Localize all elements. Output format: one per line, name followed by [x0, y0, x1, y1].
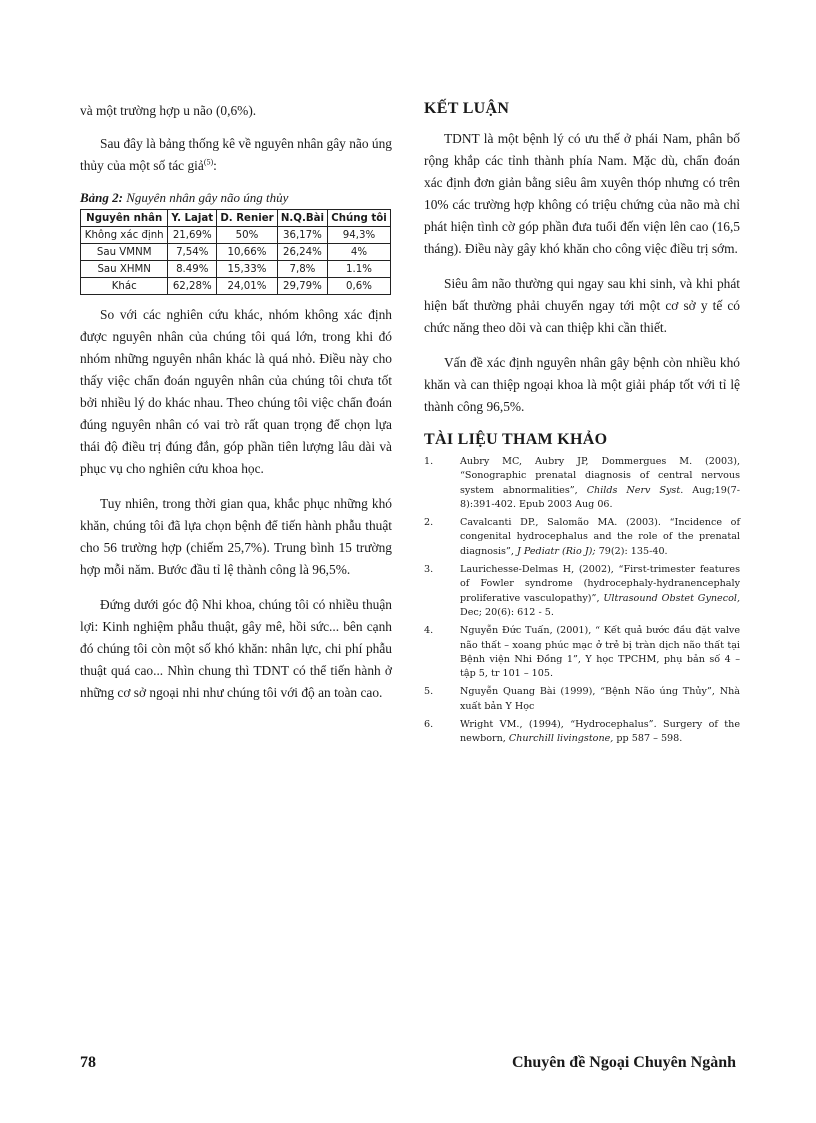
table-cell: 7,8%	[277, 261, 327, 278]
column-header: Y. Lajat	[168, 210, 217, 227]
left-column	[80, 100, 392, 717]
reference-text: Aubry MC, Aubry JP, Dommergues M. (2003), “Sonographic prenatal diagnosis of central nervous system abnormalities”,	[460, 456, 740, 496]
reference-item	[424, 718, 740, 747]
references-heading: TÀI LIỆU THAM KHẢO	[424, 431, 608, 448]
reference-journal: Childs Nerv Syst.	[586, 484, 684, 496]
table-cell: Không xác định	[81, 227, 168, 244]
table-cell: 94,3%	[327, 227, 390, 244]
reference-number: 5.	[424, 686, 434, 698]
table-row	[81, 227, 391, 244]
paragraph: Siêu âm não thường qui ngay sau khi sinh, và khi phát hiện bất thường phải chuyển ngay tới một cơ sở y tế có chức năng theo dõi và can thiệp khi cần thiết.	[424, 276, 740, 335]
reference-text: Wright VM., (1994), “Hydrocephalus”. Surgery of the newborn,	[460, 719, 740, 745]
paragraph	[80, 133, 392, 177]
paragraph: và một trường hợp u não (0,6%).	[80, 103, 257, 118]
page-number: 78	[80, 1054, 96, 1071]
paragraph-tail: :	[213, 158, 217, 173]
reference-item	[424, 516, 740, 559]
table-cell: 24,01%	[217, 278, 278, 295]
table-cell: 10,66%	[217, 244, 278, 261]
reference-list	[424, 455, 740, 747]
paragraph: Vấn đề xác định nguyên nhân gây bệnh còn nhiều khó khăn và can thiệp ngoại khoa là một giải pháp tốt với tỉ lệ thành công 96,5%.	[424, 355, 740, 414]
paragraph: TDNT là một bệnh lý có ưu thế ở phái Nam, phân bố rộng khắp các tỉnh thành phía Nam. Mặc dù, chẩn đoán xác định đơn giản bằng siêu âm xuyên thóp nhưng có trên 10% các trường hợp không có triệu chứng của não mà chỉ phát hiện tình cờ góp phần đưa tuổi đến viện lên cao (16,5 tháng). Điều này gây khó khăn cho công việc điều trị sớm.	[424, 131, 740, 256]
table-cell: Sau VMNM	[81, 244, 168, 261]
column-header: D. Renier	[217, 210, 278, 227]
reference-item	[424, 685, 740, 714]
reference-number: 2.	[424, 517, 434, 529]
table-cell: 26,24%	[277, 244, 327, 261]
table-cell: 7,54%	[168, 244, 217, 261]
right-column	[424, 100, 740, 751]
reference-number: 1.	[424, 456, 434, 467]
table-cell: Khác	[81, 278, 168, 295]
table-header-row	[81, 210, 391, 227]
etiology-table	[80, 209, 391, 295]
table-row	[81, 278, 391, 295]
table-title: Nguyên nhân gây não úng thủy	[126, 190, 289, 205]
reference-details: Dec; 20(6): 612 - 5.	[460, 606, 554, 618]
reference-journal: J Pediatr (Rio J);	[516, 545, 596, 557]
reference-number: 4.	[424, 625, 434, 637]
table-cell: 15,33%	[217, 261, 278, 278]
column-header: N.Q.Bài	[277, 210, 327, 227]
table-cell: 50%	[217, 227, 278, 244]
citation: (5)	[203, 157, 214, 167]
reference-item	[424, 563, 740, 620]
table-cell: Sau XHMN	[81, 261, 168, 278]
table-cell: 29,79%	[277, 278, 327, 295]
reference-number: 3.	[424, 564, 434, 576]
table-cell: 4%	[327, 244, 390, 261]
reference-text: Cavalcanti DP., Salomão MA. (2003). “Incidence of congenital hydrocephalus and the role of the prenatal diagnosis”,	[460, 517, 740, 557]
paragraph-text: Sau đây là bảng thống kê về nguyên nhân gây não úng thủy của một số tác giả	[80, 136, 392, 173]
table-cell: 21,69%	[168, 227, 217, 244]
conclusion-heading: KẾT LUẬN	[424, 100, 510, 117]
table-row	[81, 244, 391, 261]
reference-item	[424, 455, 740, 512]
reference-details: pp 587 – 598.	[613, 733, 683, 745]
paragraph: Tuy nhiên, trong thời gian qua, khắc phục những khó khăn, chúng tôi đã lựa chọn bệnh để tiến hành phẫu thuật cho 56 trường hợp (chiếm 25,7%). Trung bình 15 trường hợp mỗi năm. Bước đầu tỉ lệ thành công là 96,5%.	[80, 496, 392, 577]
column-header: Chúng tôi	[327, 210, 390, 227]
reference-details: 79(2): 135-40.	[595, 545, 668, 557]
reference-text: Laurichesse-Delmas H, (2002), “First-trimester features of Fowler syndrome (hydrocephaly-hydranencephaly proliferative vasculopathy)”,	[460, 564, 740, 604]
reference-journal: Churchill livingstone,	[508, 733, 614, 745]
table-label: Bảng 2:	[80, 190, 123, 205]
reference-details: Aug;19(7-8):391-402. Epub 2003 Aug 06.	[460, 484, 740, 510]
reference-number: 6.	[424, 719, 434, 731]
reference-text: Nguyễn Đức Tuấn, (2001), “ Kết quả bước đầu đặt valve não thất – xoang phúc mạc ở trẻ bị tràn dịch não thất tại Bệnh viện Nhi Đồng 1”, Y học TPCHM, phụ bản số 4 – tập 5, tr 101 – 105.	[460, 625, 740, 680]
paragraph: So với các nghiên cứu khác, nhóm không xác định được nguyên nhân của chúng tôi quá lớn, trong khi đó nhóm những nguyên nhân khác là quá nhỏ. Điều này cho thấy việc chẩn đoán nguyên nhân của chúng tôi chưa tốt bởi nhiều lý do khác nhau. Theo chúng tôi việc chẩn đoán đúng nguyên nhân có vai trò rất quan trọng để chọn lựa thái độ điều trị đúng đắn, góp phần tiên lượng lâu dài và phục vụ cho nghiên cứu khoa học.	[80, 307, 392, 476]
table-cell: 8.49%	[168, 261, 217, 278]
table-cell: 0,6%	[327, 278, 390, 295]
reference-journal: Ultrasound Obstet Gynecol,	[603, 592, 740, 604]
paragraph: Đứng dưới góc độ Nhi khoa, chúng tôi có nhiều thuận lợi: Kinh nghiệm phẫu thuật, gây mê, hồi sức... bên cạnh đó chúng tôi còn một số khó khăn: nhân lực, chi phí phẫu thuật quá cao... Nhìn chung thì TDNT có thể tiến hành ở những cơ sở ngoại nhi như chúng tôi với độ an toàn cao.	[80, 597, 392, 700]
running-title: Chuyên đề Ngoại Chuyên Ngành	[511, 1054, 736, 1071]
reference-item	[424, 624, 740, 681]
column-header: Nguyên nhân	[81, 210, 168, 227]
reference-text: Nguyễn Quang Bài (1999), “Bệnh Não úng Thủy”, Nhà xuất bản Y Học	[460, 686, 740, 712]
table-caption	[80, 190, 392, 206]
table-row	[81, 261, 391, 278]
table-cell: 36,17%	[277, 227, 327, 244]
table-cell: 1.1%	[327, 261, 390, 278]
table-cell: 62,28%	[168, 278, 217, 295]
